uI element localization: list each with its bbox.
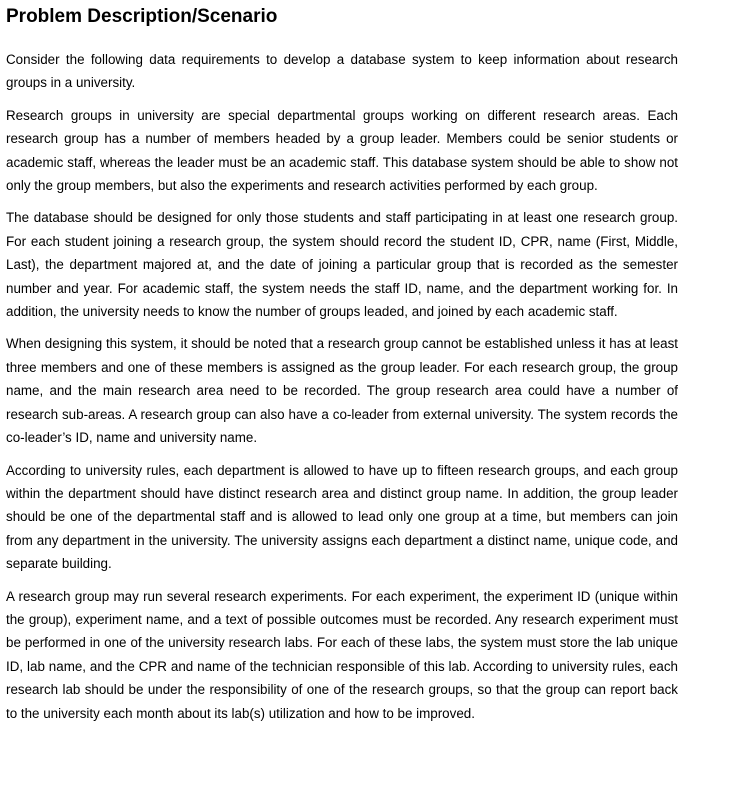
paragraph-group-establishment: When designing this system, it should be noted that a research group cannot be established unless it has at least three members and one of these members is assigned as the group leader. For each research group, the group name, and the main research area need to be recorded. The group research area could have a number of research sub-areas. A research group can also have a co-leader from external university. The system records the co-leader’s ID, name and university name. [6,336,678,446]
page-title: Problem Description/Scenario [6,6,278,27]
paragraph-experiments-labs: A research group may run several research experiments. For each experiment, the experiment ID (unique within the group), experiment name, and a text of possible outcomes must be recorded. Any research experiment must be performed in one of the university research labs. For each of these labs, the system must store the lab unique ID, lab name, and the CPR and name of the technician responsible of this lab. According to university rules, each research lab should be under the responsibility of one of the research groups, so that the group can report back to the university each month about its lab(s) utilization and how to be improved. [6,588,678,721]
document-page [6,6,678,734]
paragraph-department-rules: According to university rules, each department is allowed to have up to fifteen research groups, and each group within the department should have distinct research area and distinct group name. In addition, the group leader should be one of the departmental staff and is allowed to lead only one group at a time, but members can join from any department in the university. The university assigns each department a distinct name, unique code, and separate building. [6,462,678,572]
paragraph-intro: Consider the following data requirements to develop a database system to keep information about research groups in a university. [6,52,678,91]
paragraph-participants: The database should be designed for only those students and staff participating in at least one research group. For each student joining a research group, the system should record the student ID, CPR, name (First, Middle, Last), the department majored at, and the date of joining a particular group that is recorded as the semester number and year. For academic staff, the system needs the staff ID, name, and the department working for. In addition, the university needs to know the number of groups leaded, and joined by each academic staff. [6,210,678,320]
paragraph-research-groups: Research groups in university are special departmental groups working on different research areas. Each research group has a number of members headed by a group leader. Members could be senior students or academic staff, whereas the leader must be an academic staff. This database system should be able to show not only the group members, but also the experiments and research activities performed by each group. [6,107,678,194]
